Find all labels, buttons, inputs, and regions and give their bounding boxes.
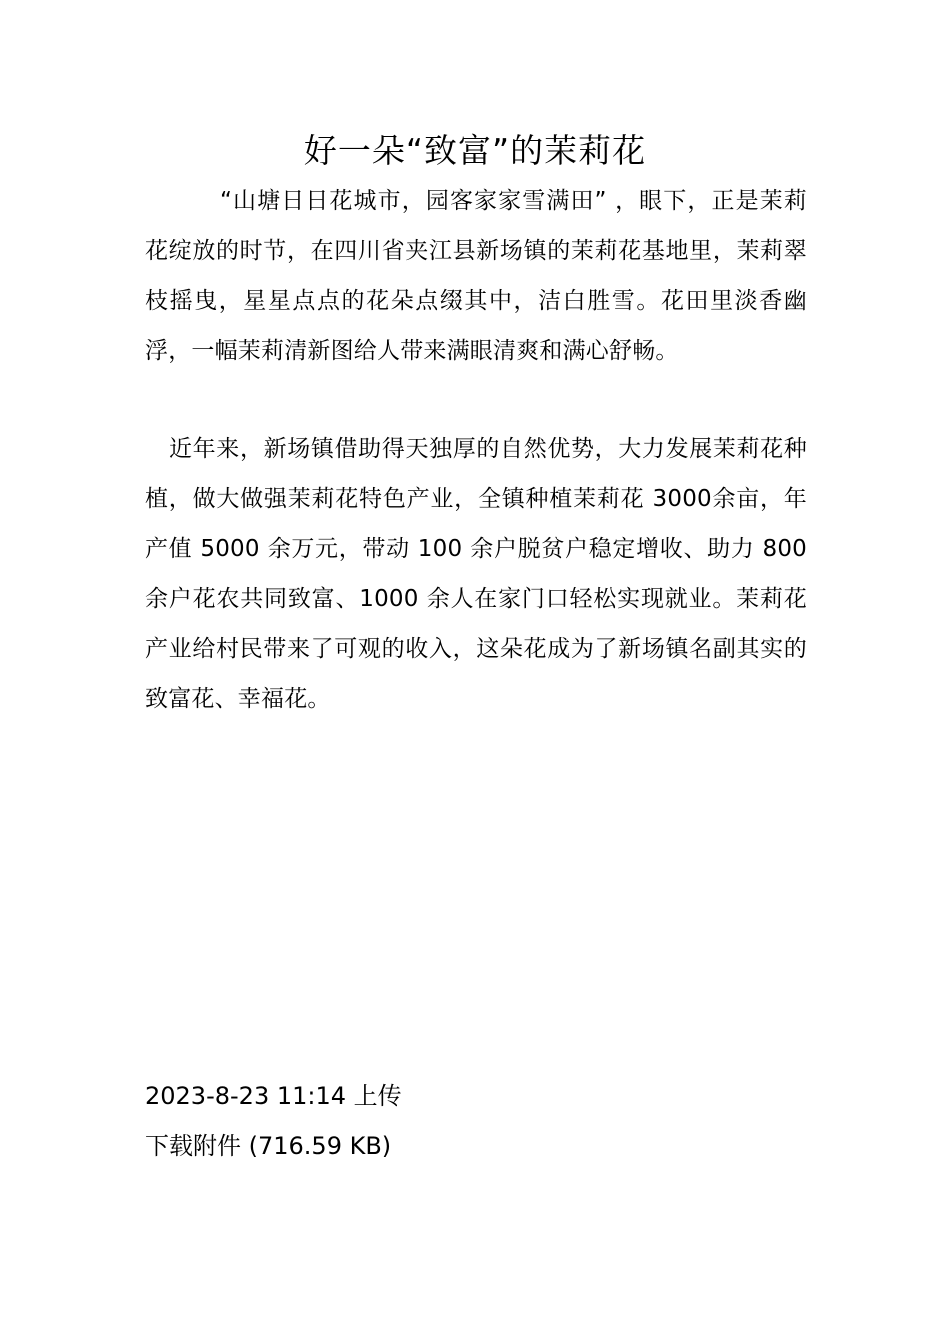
- article-title: 好一朵“致富”的茉莉花: [303, 131, 647, 170]
- upload-timestamp: 2023-8-23 11:14 上传: [145, 1082, 402, 1110]
- download-attachment-link[interactable]: 下载附件 (716.59 KB): [145, 1132, 392, 1160]
- article-paragraph-1: “山塘日日花城市，园客家家雪满田” ，眼下，正是茉莉花绽放的时节，在四川省夹江县新场镇的茉莉花基地里，茉莉翠枝摇曳，星星点点的花朵点缀其中，洁白胜雪。花田里淡香幽浮，一幅茉莉清新图给人带来满眼清爽和满心舒畅。: [145, 188, 807, 364]
- article-paragraph-2: 近年来，新场镇借助得天独厚的自然优势，大力发展茉莉花种植，做大做强茉莉花特色产业，全镇种植茉莉花 3000余亩，年产值 5000 余万元，带动 100 余户脱贫户稳定增收、助力 800 余户花农共同致富、1000 余人在家门口轻松实现就业。茉莉花产业给村民带来了可观的收入，这朵花成为了新场镇名副其实的致富花、幸福花。: [145, 436, 807, 712]
